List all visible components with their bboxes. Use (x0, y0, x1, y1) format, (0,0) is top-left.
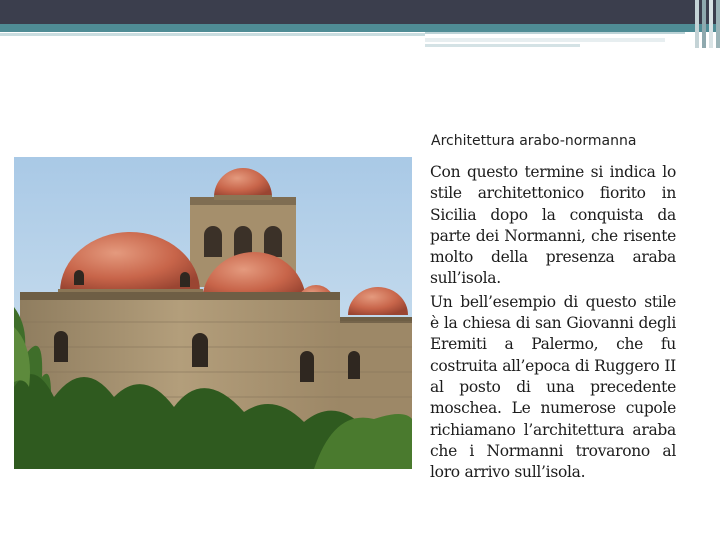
body-text (430, 162, 676, 485)
decorative-line (425, 44, 580, 47)
decorative-line (425, 38, 665, 42)
header-bar (0, 0, 720, 24)
paragraph: Un bell’esempio di questo stile è la chiesa di san Giovanni degli Eremiti a Palermo, che fu costruita all’epoca di Ruggero II al posto di una precedente moschea. Le numerose cupole richiamano l’architettura araba che i Normanni trovarono al loro arrivo sull’isola. (430, 292, 676, 482)
decorative-vertical-bars (688, 0, 720, 48)
church-photo (14, 157, 412, 469)
decorative-line (0, 33, 425, 36)
slide-title: Architettura arabo-normanna (431, 133, 637, 149)
paragraph: Con questo termine si indica lo stile architettonico fiorito in Sicilia dopo la conquista da parte dei Normanni, che risente molto della presenza araba sull’isola. (430, 163, 676, 288)
decorative-line (425, 32, 685, 34)
header-accent-bar (0, 24, 720, 32)
